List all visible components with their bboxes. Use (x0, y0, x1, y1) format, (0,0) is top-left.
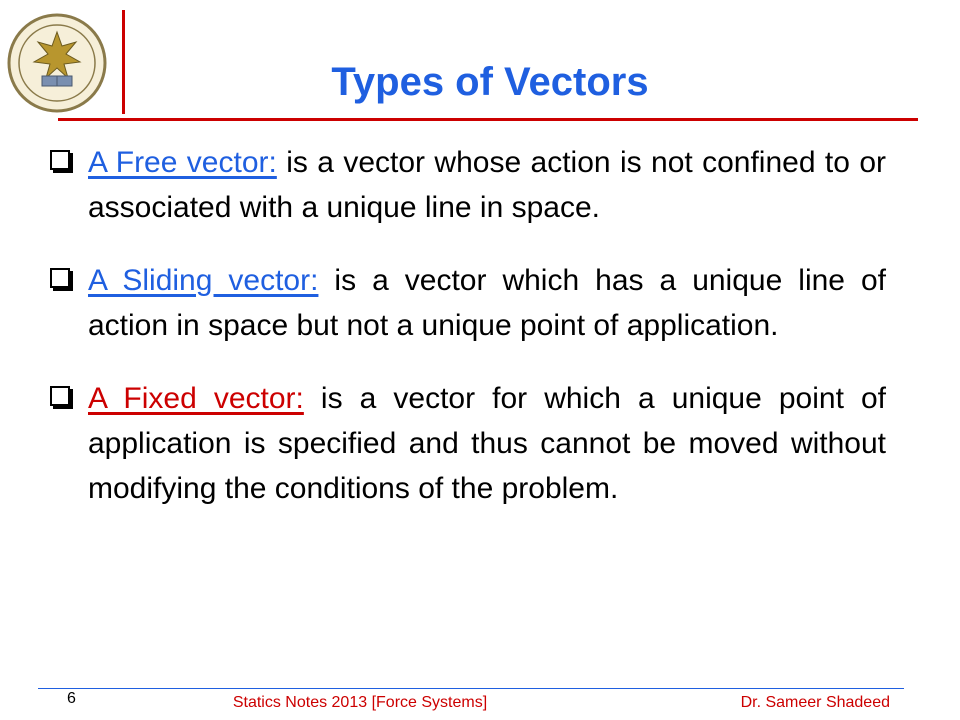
term-sliding-vector: A Sliding vector: (88, 264, 319, 297)
footer-author: Dr. Sameer Shadeed (740, 694, 890, 711)
bullet-fixed-vector (50, 376, 886, 511)
definition-free-vector: is a vector whose action is not confined to or associated with a unique line in space. (88, 146, 886, 224)
definition-sliding-vector: is a vector which has a unique line of action in space but not a unique point of application. (88, 264, 886, 342)
page-number: 6 (67, 690, 76, 707)
bullet-free-vector (50, 140, 886, 230)
checkbox-bullet-icon (50, 268, 70, 288)
slide-title: Types of Vectors (331, 60, 649, 104)
university-seal-icon (6, 12, 108, 114)
footer-divider (38, 688, 904, 689)
vertical-divider (122, 10, 125, 114)
bullet-list (50, 140, 886, 539)
definition-fixed-vector: is a vector for which a unique point of application is specified and thus cannot be moved without modifying the conditions of the problem. (88, 382, 886, 505)
term-fixed-vector: A Fixed vector: (88, 382, 304, 415)
title-underline (58, 118, 918, 121)
bullet-sliding-vector (50, 258, 886, 348)
term-free-vector: A Free vector: (88, 146, 277, 179)
footer-course-title: Statics Notes 2013 [Force Systems] (232, 694, 488, 711)
checkbox-bullet-icon (50, 386, 70, 406)
checkbox-bullet-icon (50, 150, 70, 170)
